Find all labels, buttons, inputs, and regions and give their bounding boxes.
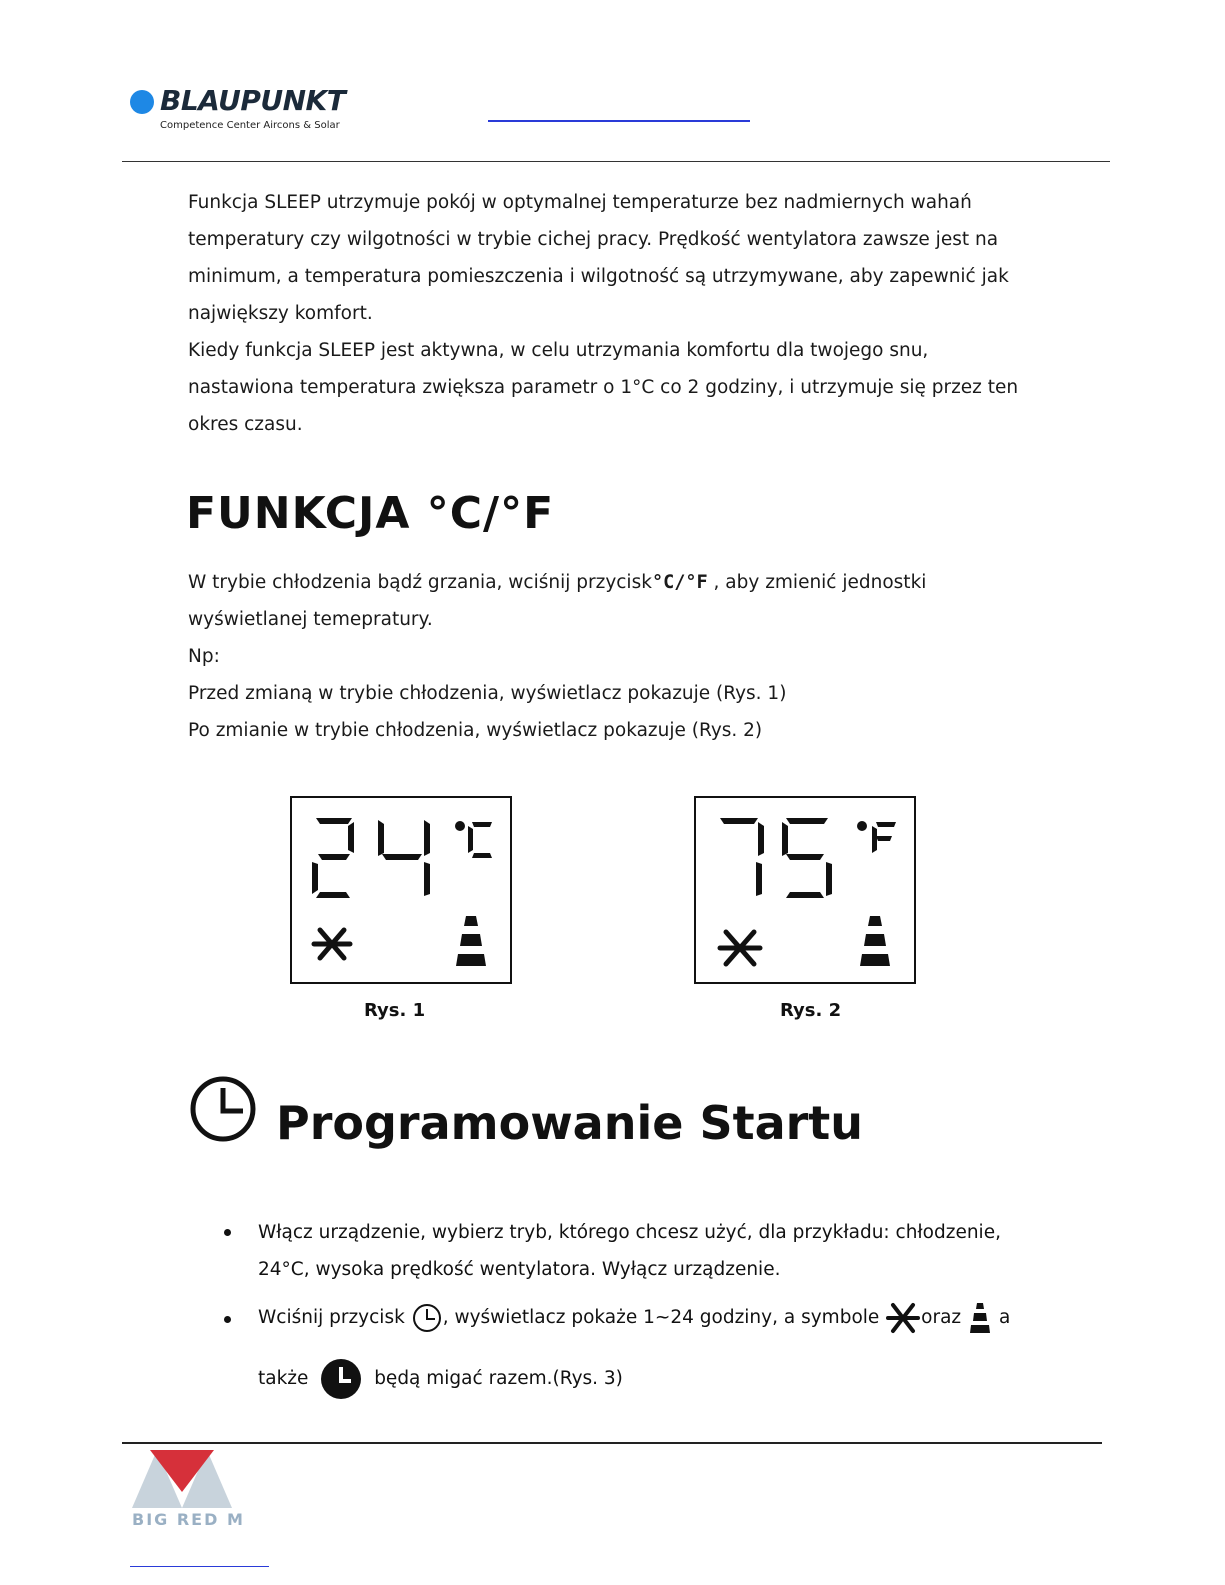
lcd-digits-75 <box>720 818 832 898</box>
snowflake-icon <box>314 930 350 958</box>
big-red-m-text: BIG RED M <box>132 1510 245 1529</box>
fan-speed-icon <box>967 1301 993 1335</box>
brand-subtitle: Competence Center Aircons & Solar <box>160 120 340 131</box>
bullet-dot <box>224 1229 231 1236</box>
text-line: okres czasu. <box>188 414 303 435</box>
text-line: Po zmianie w trybie chłodzenia, wyświetlacz pokazuje (Rys. 2) <box>188 720 763 741</box>
bullet-dot <box>224 1316 231 1323</box>
figure-caption: Rys. 1 <box>364 1000 426 1021</box>
section-heading-cf: FUNKCJA °C/°F <box>186 488 555 539</box>
text-fragment: także <box>258 1368 309 1389</box>
snowflake-icon <box>720 932 760 964</box>
unit-f-segments <box>872 822 896 853</box>
text-fragment: oraz <box>921 1307 962 1328</box>
text-fragment: W trybie chłodzenia bądź grzania, wciśnij przycisk <box>188 572 652 593</box>
text-fragment: będą migać razem.(Rys. 3) <box>374 1368 623 1389</box>
degree-dot <box>857 821 867 831</box>
big-red-m-logo <box>132 1448 232 1510</box>
bullet-item <box>258 1295 1058 1409</box>
header-divider <box>122 161 1110 162</box>
snowflake-icon <box>885 1300 921 1336</box>
text-fragment: , aby zmienić jednostki <box>707 572 927 593</box>
clock-filled-icon <box>320 1358 362 1400</box>
lcd-display-fig1 <box>290 796 512 984</box>
text-line: Funkcja SLEEP utrzymuje pokój w optymalnej temperaturze bez nadmiernych wahań <box>188 192 972 213</box>
text-line <box>188 564 1068 601</box>
figure-caption: Rys. 2 <box>780 1000 842 1021</box>
text-fragment: Wciśnij przycisk <box>258 1307 405 1328</box>
clock-icon <box>411 1302 443 1334</box>
fan-speed-icon <box>860 916 890 966</box>
header-link[interactable] <box>488 120 750 122</box>
lcd-digits-24 <box>312 818 430 898</box>
degree-dot <box>455 821 465 831</box>
lcd-display-fig2 <box>694 796 916 984</box>
text-line: minimum, a temperatura pomieszczenia i wilgotność są utrzymywane, aby zapewnić jak <box>188 266 1009 287</box>
text-fragment: a <box>998 1307 1011 1328</box>
text-line: temperatury czy wilgotności w trybie cichej pracy. Prędkość wentylatora zawsze jest na <box>188 229 999 250</box>
text-fragment: , wyświetlacz pokaże 1~24 godziny, a symbole <box>442 1307 880 1328</box>
text-line: Włącz urządzenie, wybierz tryb, którego chcesz użyć, dla przykładu: chłodzenie, <box>258 1222 1001 1243</box>
text-line <box>258 1295 1058 1341</box>
footer-divider <box>122 1442 1102 1444</box>
sleep-section <box>188 184 1068 443</box>
unit-c-segments <box>468 822 492 858</box>
text-line: największy komfort. <box>188 303 373 324</box>
cf-button-label: °C/°F <box>651 572 708 593</box>
fan-speed-icon <box>456 916 486 966</box>
text-line: Przed zmianą w trybie chłodzenia, wyświetlacz pokazuje (Rys. 1) <box>188 683 787 704</box>
text-line <box>258 1349 1058 1409</box>
text-line: 24°C, wysoka prędkość wentylatora. Wyłącz urządzenie. <box>258 1259 781 1280</box>
footer-link[interactable] <box>130 1566 269 1567</box>
cf-section <box>188 564 1068 749</box>
brand-logo-dot <box>130 90 154 114</box>
text-line: nastawiona temperatura zwiększa parametr o 1°C co 2 godziny, i utrzymuje się przez ten <box>188 377 1019 398</box>
text-line: Np: <box>188 646 220 667</box>
text-line: Kiedy funkcja SLEEP jest aktywna, w celu utrzymania komfortu dla twojego snu, <box>188 340 929 361</box>
text-line: wyświetlanej temepratury. <box>188 609 433 630</box>
section-heading-programming: Programowanie Startu <box>276 1096 864 1150</box>
bullet-item <box>258 1214 1001 1288</box>
clock-icon <box>188 1074 258 1144</box>
brand-logo: BLAUPUNKT <box>160 84 346 117</box>
